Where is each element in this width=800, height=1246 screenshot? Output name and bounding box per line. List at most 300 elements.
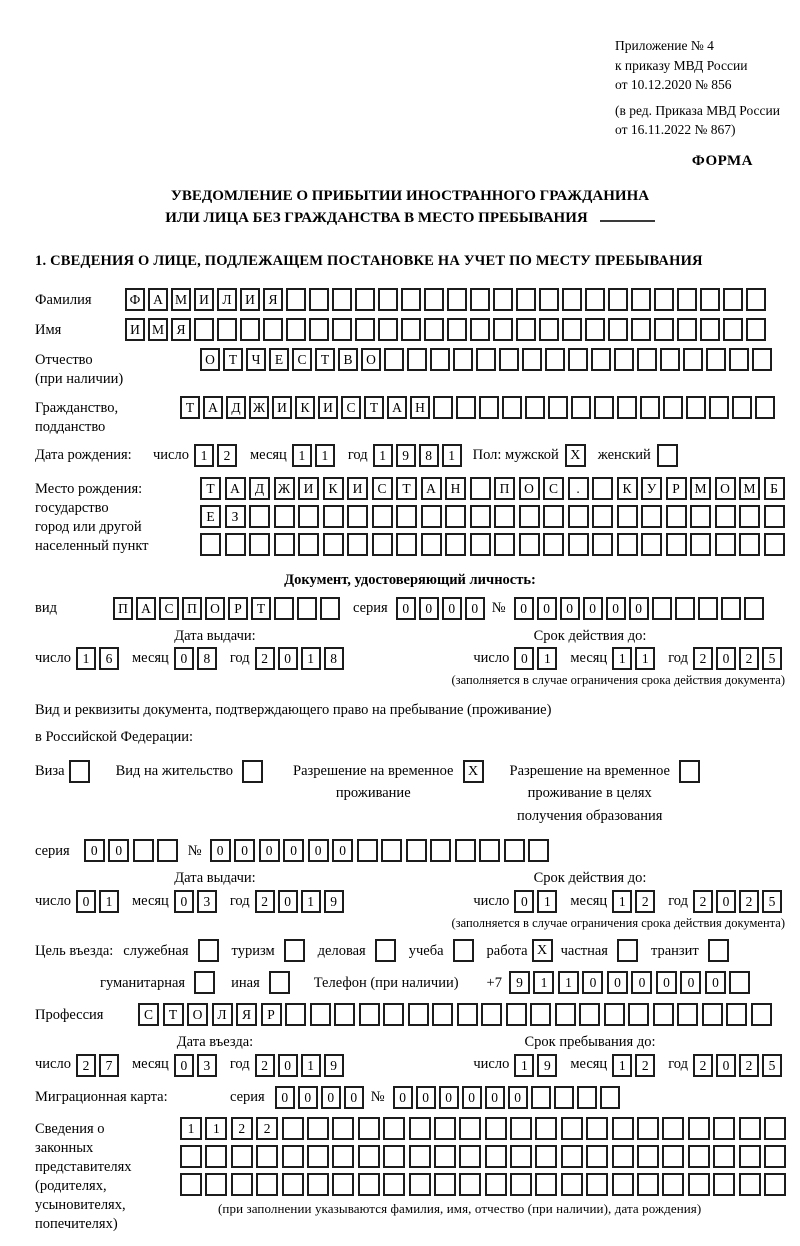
char-cell[interactable] <box>604 1003 625 1026</box>
char-cell[interactable]: И <box>347 477 368 500</box>
char-cell[interactable]: 0 <box>298 1086 318 1109</box>
char-cell[interactable] <box>408 1003 429 1026</box>
char-cell[interactable]: 2 <box>256 1117 278 1140</box>
char-cell[interactable] <box>592 477 613 500</box>
char-cell[interactable]: Т <box>180 396 200 419</box>
char-cell[interactable] <box>662 1145 684 1168</box>
char-cell[interactable] <box>688 1145 710 1168</box>
char-cell[interactable] <box>424 318 444 341</box>
char-cell[interactable]: З <box>225 505 246 528</box>
date-cell[interactable]: 0 <box>716 647 736 670</box>
char-cell[interactable] <box>608 288 628 311</box>
char-cell[interactable] <box>470 533 491 556</box>
char-cell[interactable] <box>594 396 614 419</box>
char-cell[interactable]: 0 <box>485 1086 505 1109</box>
char-cell[interactable] <box>357 839 378 862</box>
sex-male-checkbox[interactable]: X <box>565 444 586 467</box>
char-cell[interactable] <box>383 1117 405 1140</box>
char-cell[interactable] <box>409 1173 431 1196</box>
char-cell[interactable] <box>528 839 549 862</box>
char-cell[interactable] <box>274 533 295 556</box>
char-cell[interactable] <box>568 348 588 371</box>
date-cell[interactable]: 1 <box>301 890 321 913</box>
char-cell[interactable] <box>755 396 775 419</box>
date-cell[interactable]: 6 <box>99 647 119 670</box>
char-cell[interactable] <box>476 348 496 371</box>
char-cell[interactable]: О <box>361 348 381 371</box>
char-cell[interactable] <box>554 1086 574 1109</box>
char-cell[interactable]: Ф <box>125 288 145 311</box>
char-cell[interactable] <box>586 1117 608 1140</box>
date-cell[interactable]: 5 <box>762 1054 782 1077</box>
char-cell[interactable] <box>752 348 772 371</box>
char-cell[interactable] <box>282 1145 304 1168</box>
char-cell[interactable] <box>535 1145 557 1168</box>
char-cell[interactable] <box>334 1003 355 1026</box>
char-cell[interactable]: Т <box>163 1003 184 1026</box>
char-cell[interactable]: О <box>187 1003 208 1026</box>
char-cell[interactable]: О <box>519 477 540 500</box>
purpose-study-checkbox[interactable] <box>453 939 474 962</box>
purpose-private-checkbox[interactable] <box>617 939 638 962</box>
char-cell[interactable]: Т <box>251 597 271 620</box>
char-cell[interactable]: 0 <box>210 839 231 862</box>
char-cell[interactable]: 0 <box>462 1086 482 1109</box>
char-cell[interactable] <box>459 1145 481 1168</box>
char-cell[interactable] <box>617 396 637 419</box>
char-cell[interactable] <box>453 348 473 371</box>
char-cell[interactable] <box>568 533 589 556</box>
date-cell[interactable]: 5 <box>762 890 782 913</box>
char-cell[interactable] <box>456 396 476 419</box>
char-cell[interactable] <box>310 1003 331 1026</box>
char-cell[interactable] <box>434 1145 456 1168</box>
char-cell[interactable]: А <box>148 288 168 311</box>
char-cell[interactable]: Е <box>200 505 221 528</box>
char-cell[interactable] <box>744 597 764 620</box>
char-cell[interactable]: И <box>318 396 338 419</box>
char-cell[interactable]: 0 <box>629 597 649 620</box>
char-cell[interactable] <box>522 348 542 371</box>
char-cell[interactable]: И <box>298 477 319 500</box>
char-cell[interactable] <box>383 1003 404 1026</box>
char-cell[interactable] <box>307 1145 329 1168</box>
char-cell[interactable] <box>447 288 467 311</box>
date-cell[interactable]: 0 <box>278 890 298 913</box>
char-cell[interactable] <box>764 533 785 556</box>
char-cell[interactable] <box>666 533 687 556</box>
char-cell[interactable] <box>307 1173 329 1196</box>
char-cell[interactable]: Т <box>396 477 417 500</box>
char-cell[interactable] <box>617 505 638 528</box>
char-cell[interactable]: Ч <box>246 348 266 371</box>
char-cell[interactable]: 0 <box>442 597 462 620</box>
purpose-official-checkbox[interactable] <box>198 939 219 962</box>
char-cell[interactable] <box>286 288 306 311</box>
char-cell[interactable] <box>217 318 237 341</box>
char-cell[interactable] <box>654 288 674 311</box>
char-cell[interactable] <box>359 1003 380 1026</box>
char-cell[interactable] <box>577 1086 597 1109</box>
char-cell[interactable] <box>406 839 427 862</box>
char-cell[interactable]: М <box>739 477 760 500</box>
char-cell[interactable] <box>485 1145 507 1168</box>
char-cell[interactable] <box>641 533 662 556</box>
sex-female-checkbox[interactable] <box>657 444 678 467</box>
char-cell[interactable] <box>561 1173 583 1196</box>
char-cell[interactable] <box>660 348 680 371</box>
date-cell[interactable]: 1 <box>537 890 557 913</box>
char-cell[interactable] <box>726 1003 747 1026</box>
char-cell[interactable] <box>347 533 368 556</box>
char-cell[interactable] <box>502 396 522 419</box>
char-cell[interactable] <box>407 348 427 371</box>
date-cell[interactable]: 0 <box>278 1054 298 1077</box>
temp-permit-checkbox[interactable]: X <box>463 760 484 783</box>
char-cell[interactable] <box>571 396 591 419</box>
date-cell[interactable]: 2 <box>693 1054 713 1077</box>
char-cell[interactable] <box>751 1003 772 1026</box>
char-cell[interactable]: 1 <box>180 1117 202 1140</box>
char-cell[interactable] <box>677 318 697 341</box>
char-cell[interactable] <box>562 318 582 341</box>
char-cell[interactable] <box>677 288 697 311</box>
char-cell[interactable]: Я <box>236 1003 257 1026</box>
char-cell[interactable] <box>640 396 660 419</box>
char-cell[interactable] <box>700 318 720 341</box>
char-cell[interactable] <box>690 505 711 528</box>
char-cell[interactable]: 0 <box>606 597 626 620</box>
char-cell[interactable]: О <box>715 477 736 500</box>
purpose-humanitarian-checkbox[interactable] <box>194 971 215 994</box>
char-cell[interactable] <box>274 505 295 528</box>
date-cell[interactable]: 2 <box>255 1054 275 1077</box>
char-cell[interactable]: М <box>148 318 168 341</box>
char-cell[interactable]: Н <box>445 477 466 500</box>
char-cell[interactable]: Т <box>315 348 335 371</box>
char-cell[interactable] <box>662 1173 684 1196</box>
char-cell[interactable]: А <box>421 477 442 500</box>
char-cell[interactable] <box>256 1173 278 1196</box>
date-cell[interactable]: 5 <box>762 647 782 670</box>
char-cell[interactable] <box>530 1003 551 1026</box>
char-cell[interactable] <box>721 597 741 620</box>
char-cell[interactable] <box>612 1173 634 1196</box>
char-cell[interactable]: 0 <box>583 597 603 620</box>
char-cell[interactable] <box>332 1117 354 1140</box>
visa-checkbox[interactable] <box>69 760 90 783</box>
date-cell[interactable]: 9 <box>324 1054 344 1077</box>
char-cell[interactable] <box>637 348 657 371</box>
date-cell[interactable]: 2 <box>255 890 275 913</box>
char-cell[interactable] <box>690 533 711 556</box>
char-cell[interactable] <box>608 318 628 341</box>
date-cell[interactable]: 0 <box>716 1054 736 1077</box>
char-cell[interactable] <box>323 505 344 528</box>
char-cell[interactable]: Л <box>212 1003 233 1026</box>
char-cell[interactable] <box>516 318 536 341</box>
char-cell[interactable] <box>600 1086 620 1109</box>
char-cell[interactable] <box>332 1173 354 1196</box>
date-cell[interactable]: 9 <box>396 444 416 467</box>
char-cell[interactable] <box>409 1117 431 1140</box>
char-cell[interactable] <box>641 505 662 528</box>
char-cell[interactable] <box>200 533 221 556</box>
char-cell[interactable] <box>713 1117 735 1140</box>
char-cell[interactable] <box>459 1173 481 1196</box>
char-cell[interactable]: 0 <box>283 839 304 862</box>
char-cell[interactable]: И <box>194 288 214 311</box>
date-cell[interactable]: 8 <box>324 647 344 670</box>
char-cell[interactable] <box>706 348 726 371</box>
char-cell[interactable]: М <box>690 477 711 500</box>
char-cell[interactable] <box>205 1173 227 1196</box>
char-cell[interactable]: 0 <box>582 971 603 994</box>
date-cell[interactable]: 1 <box>373 444 393 467</box>
char-cell[interactable] <box>332 318 352 341</box>
char-cell[interactable] <box>713 1173 735 1196</box>
char-cell[interactable] <box>545 348 565 371</box>
char-cell[interactable]: 0 <box>560 597 580 620</box>
char-cell[interactable] <box>493 288 513 311</box>
char-cell[interactable] <box>481 1003 502 1026</box>
date-cell[interactable]: 0 <box>278 647 298 670</box>
char-cell[interactable]: Я <box>171 318 191 341</box>
char-cell[interactable] <box>715 533 736 556</box>
char-cell[interactable] <box>585 288 605 311</box>
char-cell[interactable] <box>493 318 513 341</box>
char-cell[interactable]: Ж <box>274 477 295 500</box>
char-cell[interactable] <box>205 1145 227 1168</box>
date-cell[interactable]: 2 <box>739 1054 759 1077</box>
char-cell[interactable] <box>372 533 393 556</box>
char-cell[interactable] <box>715 505 736 528</box>
char-cell[interactable]: А <box>387 396 407 419</box>
char-cell[interactable] <box>617 533 638 556</box>
char-cell[interactable] <box>434 1117 456 1140</box>
char-cell[interactable] <box>470 477 491 500</box>
char-cell[interactable]: . <box>568 477 589 500</box>
char-cell[interactable] <box>543 533 564 556</box>
char-cell[interactable]: Я <box>263 288 283 311</box>
char-cell[interactable] <box>764 1145 786 1168</box>
char-cell[interactable] <box>675 597 695 620</box>
char-cell[interactable] <box>445 505 466 528</box>
char-cell[interactable] <box>358 1145 380 1168</box>
char-cell[interactable] <box>562 288 582 311</box>
char-cell[interactable]: Р <box>666 477 687 500</box>
char-cell[interactable] <box>723 318 743 341</box>
char-cell[interactable]: 0 <box>84 839 105 862</box>
char-cell[interactable] <box>430 348 450 371</box>
char-cell[interactable] <box>631 318 651 341</box>
char-cell[interactable] <box>519 505 540 528</box>
char-cell[interactable] <box>663 396 683 419</box>
char-cell[interactable] <box>424 288 444 311</box>
char-cell[interactable] <box>506 1003 527 1026</box>
char-cell[interactable] <box>479 839 500 862</box>
char-cell[interactable] <box>723 288 743 311</box>
char-cell[interactable]: Т <box>364 396 384 419</box>
date-cell[interactable]: 0 <box>716 890 736 913</box>
date-cell[interactable]: 1 <box>194 444 214 467</box>
char-cell[interactable]: В <box>338 348 358 371</box>
char-cell[interactable] <box>401 318 421 341</box>
char-cell[interactable]: К <box>295 396 315 419</box>
date-cell[interactable]: 1 <box>99 890 119 913</box>
temp-permit-edu-checkbox[interactable] <box>679 760 700 783</box>
char-cell[interactable] <box>519 533 540 556</box>
char-cell[interactable] <box>654 318 674 341</box>
char-cell[interactable] <box>539 318 559 341</box>
char-cell[interactable] <box>739 1145 761 1168</box>
char-cell[interactable] <box>430 839 451 862</box>
date-cell[interactable]: 2 <box>635 890 655 913</box>
char-cell[interactable] <box>683 348 703 371</box>
char-cell[interactable] <box>700 288 720 311</box>
char-cell[interactable] <box>381 839 402 862</box>
char-cell[interactable]: С <box>159 597 179 620</box>
char-cell[interactable]: Д <box>226 396 246 419</box>
char-cell[interactable]: А <box>203 396 223 419</box>
char-cell[interactable] <box>525 396 545 419</box>
char-cell[interactable]: И <box>240 288 260 311</box>
char-cell[interactable] <box>764 1117 786 1140</box>
char-cell[interactable]: 0 <box>259 839 280 862</box>
char-cell[interactable]: М <box>171 288 191 311</box>
char-cell[interactable] <box>180 1173 202 1196</box>
char-cell[interactable] <box>421 533 442 556</box>
char-cell[interactable]: С <box>372 477 393 500</box>
char-cell[interactable] <box>637 1145 659 1168</box>
char-cell[interactable]: Е <box>269 348 289 371</box>
purpose-transit-checkbox[interactable] <box>708 939 729 962</box>
char-cell[interactable] <box>702 1003 723 1026</box>
char-cell[interactable]: 0 <box>705 971 726 994</box>
char-cell[interactable] <box>231 1173 253 1196</box>
date-cell[interactable]: 2 <box>76 1054 96 1077</box>
char-cell[interactable]: П <box>494 477 515 500</box>
char-cell[interactable] <box>180 1145 202 1168</box>
char-cell[interactable] <box>372 505 393 528</box>
char-cell[interactable] <box>688 1173 710 1196</box>
date-cell[interactable]: 1 <box>315 444 335 467</box>
char-cell[interactable] <box>586 1173 608 1196</box>
char-cell[interactable]: Р <box>228 597 248 620</box>
char-cell[interactable] <box>591 348 611 371</box>
char-cell[interactable]: 0 <box>631 971 652 994</box>
char-cell[interactable]: 0 <box>514 597 534 620</box>
char-cell[interactable]: 0 <box>439 1086 459 1109</box>
char-cell[interactable] <box>455 839 476 862</box>
char-cell[interactable] <box>746 318 766 341</box>
char-cell[interactable] <box>470 318 490 341</box>
char-cell[interactable] <box>378 318 398 341</box>
char-cell[interactable] <box>323 533 344 556</box>
char-cell[interactable] <box>732 396 752 419</box>
char-cell[interactable] <box>282 1173 304 1196</box>
char-cell[interactable] <box>383 1145 405 1168</box>
char-cell[interactable] <box>510 1117 532 1140</box>
char-cell[interactable] <box>298 505 319 528</box>
date-cell[interactable]: 8 <box>197 647 217 670</box>
char-cell[interactable] <box>713 1145 735 1168</box>
purpose-work-checkbox[interactable]: X <box>532 939 553 962</box>
date-cell[interactable]: 1 <box>612 890 632 913</box>
char-cell[interactable] <box>677 1003 698 1026</box>
char-cell[interactable]: 0 <box>680 971 701 994</box>
char-cell[interactable] <box>592 533 613 556</box>
char-cell[interactable] <box>298 533 319 556</box>
char-cell[interactable] <box>729 348 749 371</box>
char-cell[interactable] <box>401 288 421 311</box>
date-cell[interactable]: 1 <box>612 647 632 670</box>
char-cell[interactable]: Л <box>217 288 237 311</box>
date-cell[interactable]: 1 <box>292 444 312 467</box>
char-cell[interactable]: П <box>113 597 133 620</box>
date-cell[interactable]: 9 <box>537 1054 557 1077</box>
char-cell[interactable] <box>479 396 499 419</box>
char-cell[interactable] <box>652 597 672 620</box>
char-cell[interactable] <box>286 318 306 341</box>
char-cell[interactable] <box>494 533 515 556</box>
char-cell[interactable] <box>729 971 750 994</box>
date-cell[interactable]: 1 <box>76 647 96 670</box>
char-cell[interactable] <box>470 505 491 528</box>
char-cell[interactable] <box>459 1117 481 1140</box>
char-cell[interactable] <box>568 505 589 528</box>
date-cell[interactable]: 2 <box>217 444 237 467</box>
char-cell[interactable] <box>133 839 154 862</box>
char-cell[interactable] <box>396 533 417 556</box>
char-cell[interactable] <box>548 396 568 419</box>
date-cell[interactable]: 1 <box>442 444 462 467</box>
char-cell[interactable]: Б <box>764 477 785 500</box>
char-cell[interactable]: 0 <box>465 597 485 620</box>
char-cell[interactable]: А <box>136 597 156 620</box>
char-cell[interactable]: 0 <box>332 839 353 862</box>
char-cell[interactable]: 0 <box>419 597 439 620</box>
char-cell[interactable]: 9 <box>509 971 530 994</box>
char-cell[interactable]: П <box>182 597 202 620</box>
date-cell[interactable]: 2 <box>739 890 759 913</box>
char-cell[interactable] <box>396 505 417 528</box>
char-cell[interactable]: И <box>125 318 145 341</box>
char-cell[interactable]: 0 <box>393 1086 413 1109</box>
char-cell[interactable] <box>499 348 519 371</box>
char-cell[interactable] <box>739 1117 761 1140</box>
char-cell[interactable] <box>746 288 766 311</box>
char-cell[interactable]: И <box>272 396 292 419</box>
char-cell[interactable] <box>485 1117 507 1140</box>
char-cell[interactable] <box>612 1145 634 1168</box>
char-cell[interactable] <box>510 1145 532 1168</box>
char-cell[interactable] <box>579 1003 600 1026</box>
char-cell[interactable] <box>240 318 260 341</box>
date-cell[interactable]: 2 <box>693 890 713 913</box>
char-cell[interactable] <box>531 1086 551 1109</box>
char-cell[interactable]: С <box>138 1003 159 1026</box>
char-cell[interactable] <box>631 288 651 311</box>
char-cell[interactable]: У <box>641 477 662 500</box>
char-cell[interactable] <box>378 288 398 311</box>
char-cell[interactable]: 0 <box>108 839 129 862</box>
char-cell[interactable] <box>612 1117 634 1140</box>
char-cell[interactable]: 0 <box>656 971 677 994</box>
char-cell[interactable] <box>263 318 283 341</box>
char-cell[interactable] <box>384 348 404 371</box>
char-cell[interactable]: 0 <box>344 1086 364 1109</box>
